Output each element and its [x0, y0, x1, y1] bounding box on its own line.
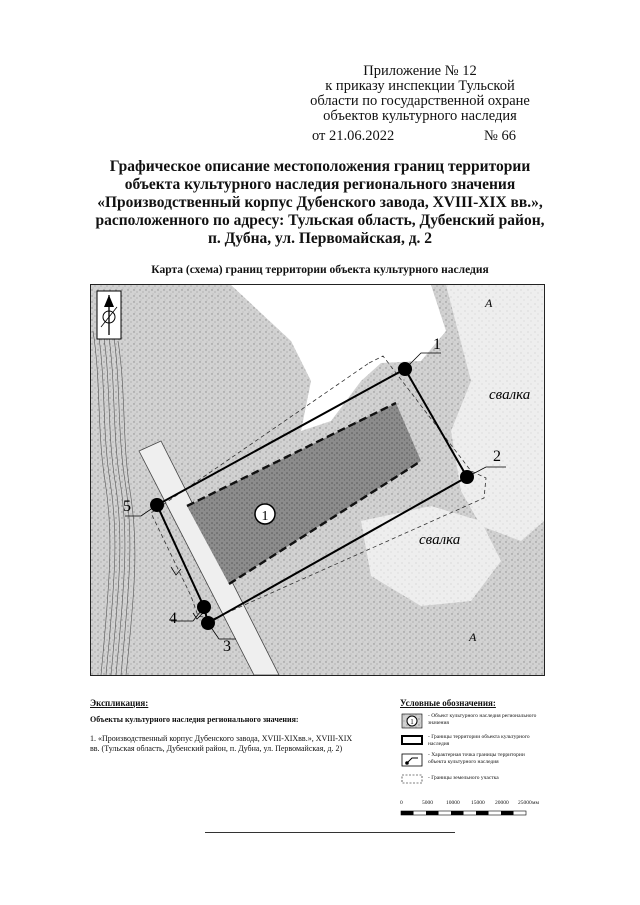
explication-title: Экспликация: [90, 698, 149, 708]
legend-item-point-label: - Характерная точка границы территории объекта культурного наследия [428, 752, 525, 765]
scale-ticks [400, 800, 542, 808]
legend-item-object-label: - Объект культурного наследия регионального значения [428, 713, 537, 726]
zone-a-label-top: А [485, 296, 493, 310]
point-label-1: 1 [433, 336, 441, 353]
appendix-line-3: области по государственной охране [310, 93, 530, 109]
legend-item-point [400, 752, 540, 772]
scale-tick-3: 15000 [471, 800, 485, 806]
scale-tick-4: 20000 [495, 800, 509, 806]
explication [90, 698, 390, 754]
legend-title: Условные обозначения: [400, 698, 496, 708]
title-line-4: расположенного по адресу: Тульская область, Дубенский район, [95, 212, 545, 229]
scale-bar [400, 800, 542, 826]
scale-tick-1: 5000 [422, 800, 433, 806]
scale-unit: мм [532, 800, 539, 806]
appendix-line-2: к приказу инспекции Тульской [325, 78, 515, 94]
appendix-line-1: Приложение № 12 [363, 63, 477, 79]
map-svg [91, 285, 544, 675]
scale-tick-2: 10000 [446, 800, 460, 806]
document-title [80, 158, 560, 248]
legend-item-plot [400, 774, 540, 788]
order-number: № 66 [484, 128, 516, 144]
title-line-5: п. Дубна, ул. Первомайская, д. 2 [207, 230, 433, 247]
zone-a-label-bottom: А [469, 630, 477, 644]
legend-item-plot-label: - Границы земельного участка [428, 775, 499, 781]
title-line-3: «Производственный корпус Дубенского завода, XVIII-XIX вв.», [97, 194, 543, 211]
order-dateline [312, 128, 562, 145]
scale-tick-5: 25000 [518, 800, 532, 806]
legend-item-territory-label: - Границы территории объекта культурного наследия [428, 734, 530, 747]
point-label-2: 2 [493, 448, 501, 465]
dump-label-top: свалка [489, 387, 531, 403]
legend-item-territory [400, 734, 540, 750]
explication-item-line-1: 1. «Производственный корпус Дубенского завода, XVIII-XIXвв.», XVIII-XIX [90, 734, 353, 743]
scale-bar-graphic [400, 809, 542, 819]
order-date: от 21.06.2022 [312, 128, 395, 144]
map-scheme [90, 284, 545, 676]
legend-object-icon [400, 712, 424, 730]
svg-text:1: 1 [410, 718, 414, 726]
point-label-5: 5 [123, 498, 131, 515]
explication-subtitle: Объекты культурного наследия регионального значения: [90, 715, 299, 724]
point-label-3: 3 [223, 638, 231, 655]
object-marker-number: 1 [261, 509, 269, 524]
explication-item-line-2: вв. (Тульская область, Дубенский район, п. Дубна, ул. Первомайская, д. 2) [90, 744, 343, 753]
legend-plot-icon [400, 774, 424, 784]
legend-point-icon [400, 752, 424, 768]
north-arrow-icon [97, 291, 121, 339]
scale-tick-0: 0 [400, 800, 403, 806]
title-line-1: Графическое описание местоположения границ территории [109, 158, 531, 175]
dump-label-bottom: свалка [419, 532, 461, 548]
point-label-4: 4 [169, 610, 177, 627]
legend-item-object [400, 712, 540, 732]
explication-item [90, 734, 390, 754]
map-caption: Карта (схема) границ территории объекта культурного наследия [151, 264, 489, 276]
title-line-2: объекта культурного наследия регионального значения [124, 176, 516, 193]
bottom-rule [205, 832, 455, 833]
legend-territory-icon [400, 734, 424, 746]
legend [400, 698, 540, 806]
appendix-header [280, 64, 560, 124]
appendix-line-4: объектов культурного наследия [323, 108, 517, 124]
